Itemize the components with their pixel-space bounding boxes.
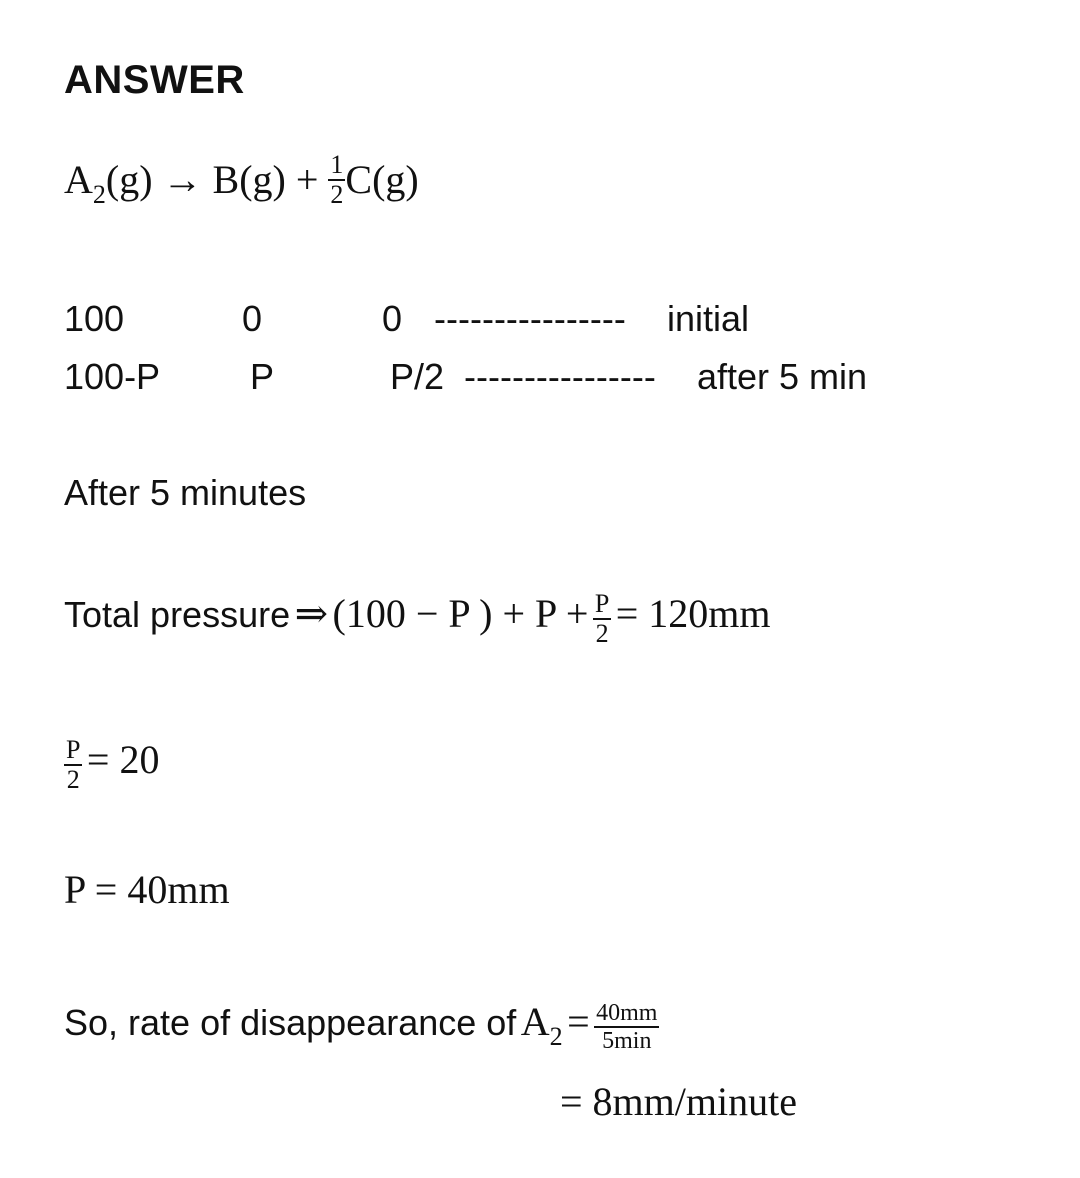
reactant-a: A xyxy=(64,157,93,203)
row-after-a: 100-P xyxy=(64,356,161,397)
row-initial-b: 0 xyxy=(242,298,263,339)
rate-equation xyxy=(64,998,659,1057)
fraction-numerator: P xyxy=(594,588,610,618)
total-pressure-label: Total pressure xyxy=(64,594,291,635)
p-half-fraction xyxy=(64,734,82,794)
rate-denominator: 5min xyxy=(602,1027,652,1054)
row-after-b: P xyxy=(250,356,275,397)
step-p-half-rhs: = 20 xyxy=(86,737,160,782)
rate-a: A xyxy=(520,999,550,1044)
fraction-numerator: P xyxy=(66,734,81,764)
p-half-fraction xyxy=(593,588,611,648)
reaction-equation xyxy=(64,150,419,212)
after-heading: After 5 minutes xyxy=(64,472,307,513)
reactant-a-state: (g) xyxy=(105,157,153,203)
p-value: = 40mm xyxy=(94,867,230,912)
implies-symbol: ⇒ xyxy=(294,591,329,636)
total-pressure-result: = 120mm xyxy=(615,591,771,636)
answer-title: ANSWER xyxy=(64,58,245,102)
row-initial-dashes: ---------------- xyxy=(434,298,626,339)
row-after-dashes: ---------------- xyxy=(464,356,656,397)
row-initial-c: 0 xyxy=(382,298,403,339)
coefficient-fraction xyxy=(328,152,345,208)
product-b: B(g) xyxy=(212,157,286,203)
plus-sign: + xyxy=(295,157,319,203)
fraction-denominator: 2 xyxy=(66,764,80,794)
coefficient-numerator: 1 xyxy=(330,150,344,179)
row-initial-a: 100 xyxy=(64,298,125,339)
rate-equals: = xyxy=(567,999,590,1044)
rate-numerator: 40mm xyxy=(596,999,658,1026)
rate-fraction xyxy=(594,1001,659,1053)
total-pressure-equation xyxy=(64,590,771,651)
reactant-a-subscript: 2 xyxy=(92,180,106,210)
rate-a-subscript: 2 xyxy=(549,1022,563,1051)
coefficient-denominator: 2 xyxy=(330,180,344,209)
step-p-value xyxy=(64,866,230,913)
total-pressure-expression: (100 − P ) + P + xyxy=(332,591,589,636)
reaction-arrow: → xyxy=(162,157,203,203)
rate-label: So, rate of disappearance of xyxy=(64,1002,517,1043)
rate-result: = 8mm/minute xyxy=(560,1079,797,1124)
p-symbol: P xyxy=(64,867,85,912)
product-c: C(g) xyxy=(345,157,419,203)
row-after-label: after 5 min xyxy=(697,356,868,397)
row-after-c: P/2 xyxy=(390,356,445,397)
row-initial-label: initial xyxy=(667,298,750,339)
step-p-half xyxy=(64,736,159,797)
fraction-denominator: 2 xyxy=(595,618,609,648)
